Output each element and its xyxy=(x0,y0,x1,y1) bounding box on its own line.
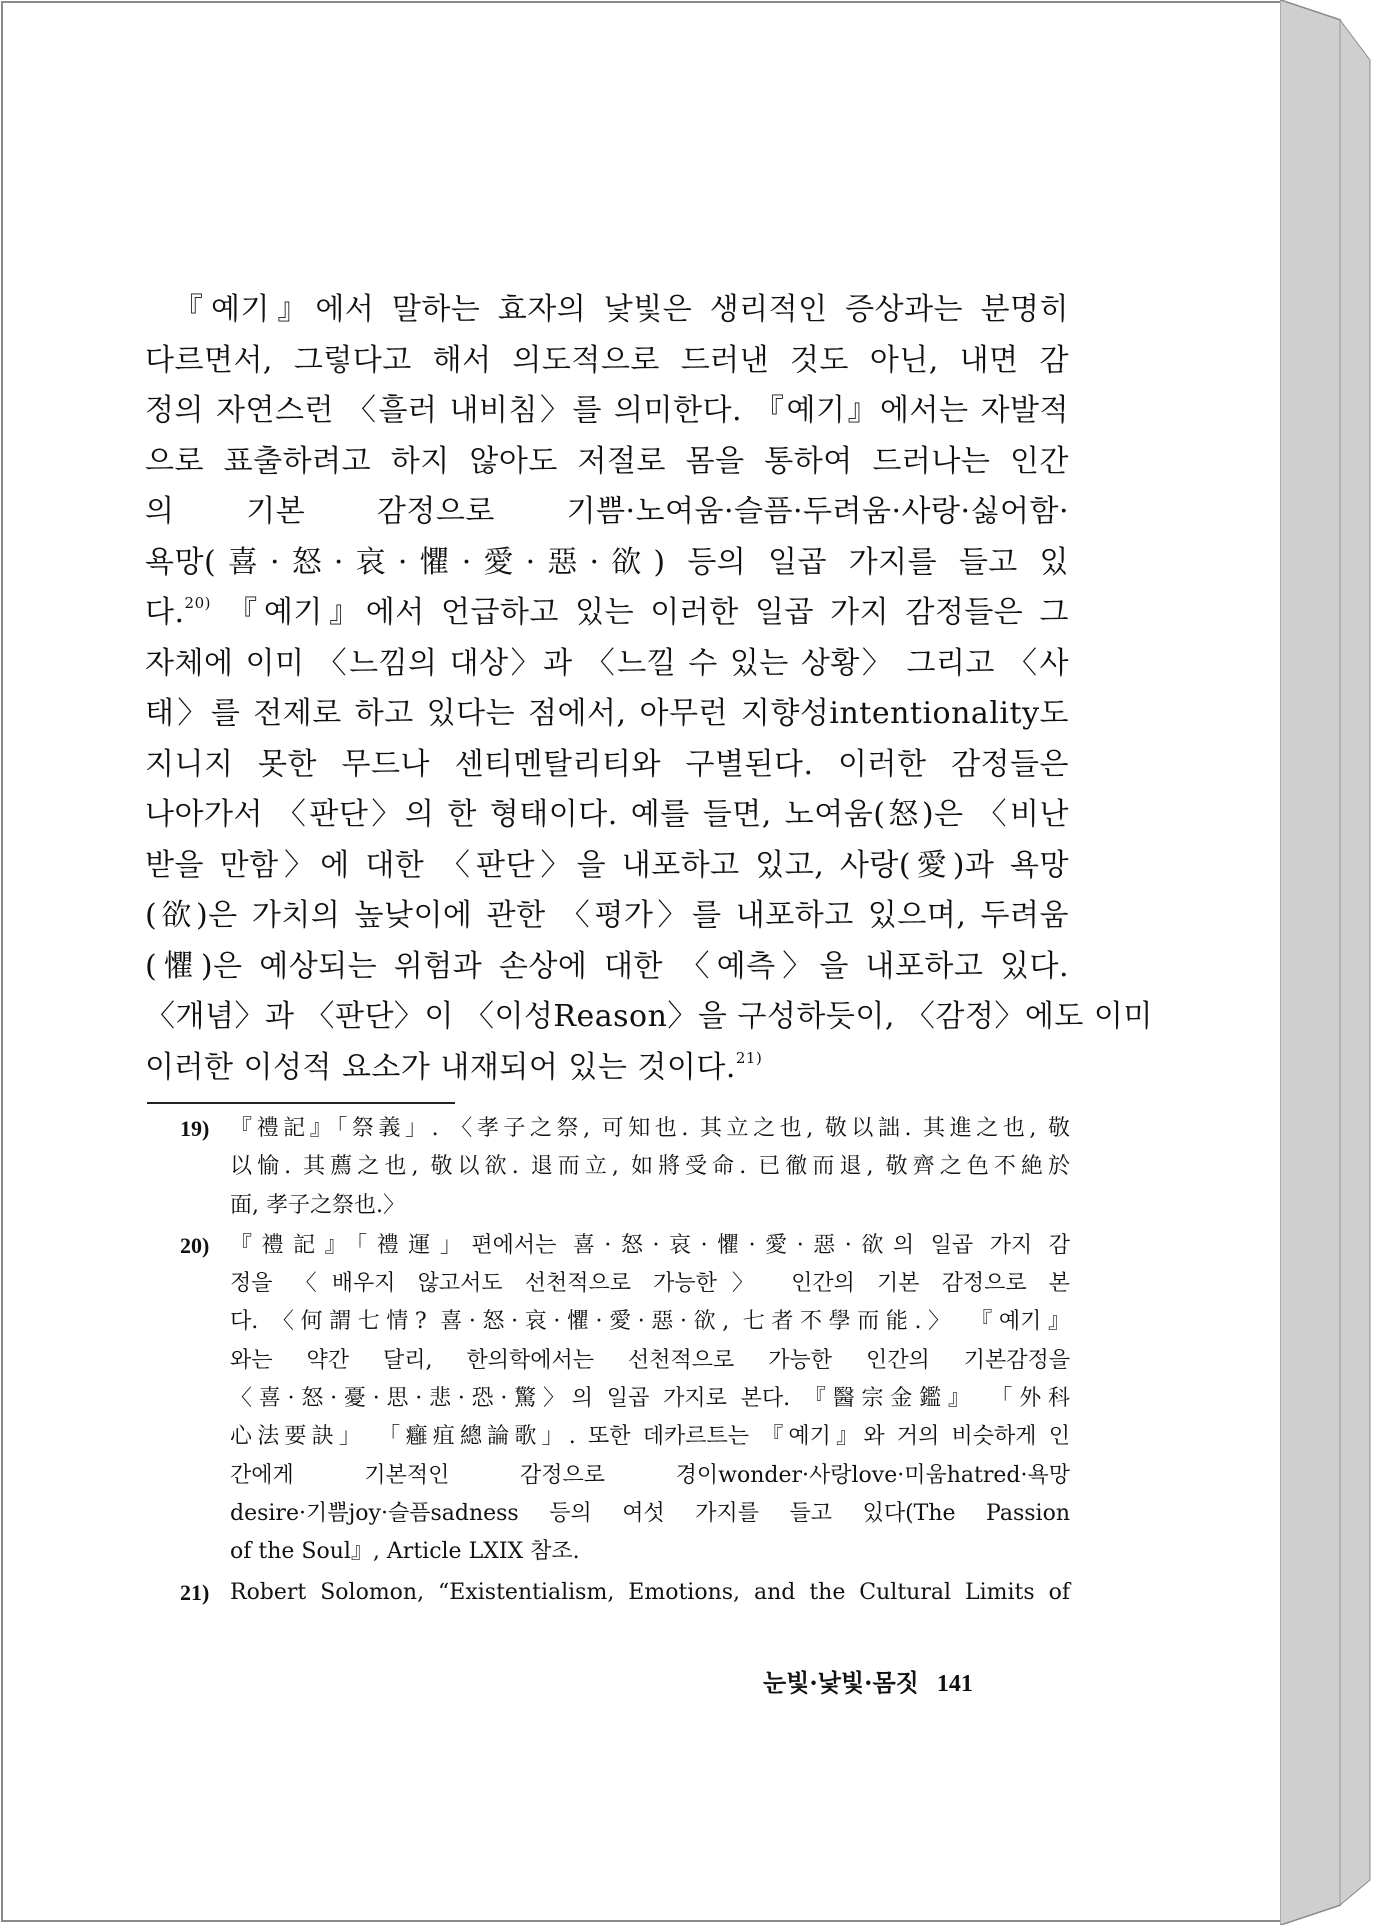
footnote-line: 정을 〈배우지 않고서도 선천적으로 가능한〉 인간의 기본 감정으로 본 xyxy=(230,1271,1070,1297)
body-line: (欲)은 가치의 높낮이에 관한 〈평가〉를 내포하고 있으며, 두려움 xyxy=(145,898,1069,933)
page-number: 141 xyxy=(936,1671,973,1697)
running-title: 눈빛·낯빛·몸짓 xyxy=(763,1668,919,1697)
footnote-19 xyxy=(180,1110,1070,1225)
body-line-with-ref xyxy=(145,588,1069,639)
body-line: (懼)은 예상되는 위험과 손상에 대한 〈예측〉을 내포하고 있다. xyxy=(145,948,1069,984)
footnote-line: 面, 孝子之祭也.〉 xyxy=(230,1192,405,1218)
body-line: 자체에 이미 〈느낌의 대상〉과 〈느낄 수 있는 상황〉 그리고 〈사 xyxy=(145,645,1069,681)
body-line: 받을 만함〉에 대한 〈판단〉을 내포하고 있고, 사랑(愛)과 욕망 xyxy=(145,847,1069,883)
footnote-line: 와는 약간 달리, 한의학에서는 선천적으로 가능한 인간의 기본감정을 xyxy=(230,1347,1070,1373)
body-line-text: 이러한 이성적 요소가 내재되어 있는 것이다. xyxy=(145,1049,736,1085)
body-line: 〈개념〉과 〈판단〉이 〈이성Reason〉을 구성하듯이, 〈감정〉에도 이미 xyxy=(145,999,1153,1034)
body-line: 다르면서, 그렇다고 해서 의도적으로 드러낸 것도 아닌, 내면 감 xyxy=(145,342,1069,378)
body-text xyxy=(145,285,1153,1093)
body-line: 욕망(喜·怒·哀·懼·愛·惡·欲) 등의 일곱 가지를 들고 있 xyxy=(145,544,1069,580)
footnote-divider xyxy=(147,1102,455,1104)
footnote-line: of the Soul』, Article LXIX 참조. xyxy=(230,1539,580,1565)
body-line: 의 기본 감정으로 기쁨·노여움·슬픔·두려움·사랑·싫어함· xyxy=(145,494,1069,529)
footnote-ref-20[interactable]: 20) xyxy=(184,594,211,612)
footnote-number: 20) xyxy=(180,1232,210,1258)
footnote-line: 다. 〈何謂七情? 喜·怒·哀·懼·愛·惡·欲, 七者不學而能.〉 『예기』 xyxy=(230,1309,1070,1335)
body-line: 『예기』에서 말하는 효자의 낯빛은 생리적인 증상과는 분명히 xyxy=(173,292,1069,327)
footnote-line: 以愉. 其薦之也, 敬以欲. 退而立, 如將受命. 已徹而退, 敬齊之色不絶於 xyxy=(230,1154,1070,1180)
body-line: 으로 표출하려고 하지 않아도 저절로 몸을 통하여 드러나는 인간 xyxy=(145,443,1069,479)
body-line-with-ref xyxy=(145,1043,1069,1094)
footnote-line: 『禮記』「禮運」편에서는 喜·怒·哀·懼·愛·惡·欲의 일곱 가지 감 xyxy=(230,1232,1070,1258)
body-line-start: 다. xyxy=(145,595,185,630)
footnote-number: 21) xyxy=(180,1579,210,1605)
page-footer xyxy=(763,1663,973,1698)
body-line-rest: 『예기』에서 언급하고 있는 이러한 일곱 가지 감정들은 그 xyxy=(227,595,1069,630)
body-line: 태〉를 전제로 하고 있다는 점에서, 아무런 지향성intentionality도 xyxy=(145,696,1069,731)
footnote-20 xyxy=(180,1227,1070,1572)
body-line: 지니지 못한 무드나 센티멘탈리티와 구별된다. 이러한 감정들은 xyxy=(145,746,1069,782)
footnote-number: 19) xyxy=(180,1116,210,1141)
footnote-line: 心法要訣」 「癰疽總論歌」. 또한 데카르트는 『예기』와 거의 비슷하게 인 xyxy=(230,1424,1070,1450)
footnote-line: 『禮記』「祭義」. 〈孝子之祭, 可知也. 其立之也, 敬以詘. 其進之也, 敬 xyxy=(230,1116,1070,1141)
book-edge xyxy=(1280,0,1375,1925)
footnote-line: desire·기쁨joy·슬픔sadness 등의 여섯 가지를 들고 있다(The Passion xyxy=(230,1500,1070,1526)
footnote-line: Robert Solomon, “Existentialism, Emotions, and the Cultural Limits of xyxy=(230,1579,1070,1605)
footnote-line: 〈喜·怒·憂·思·悲·恐·驚〉의 일곱 가지로 본다. 『醫宗金鑑』 「外科 xyxy=(230,1386,1070,1412)
body-line: 정의 자연스런 〈흘러 내비침〉를 의미한다. 『예기』에서는 자발적 xyxy=(145,393,1069,428)
body-line: 나아가서 〈판단〉의 한 형태이다. 예를 들면, 노여움(怒)은 〈비난 xyxy=(145,797,1069,832)
footnote-ref-21[interactable]: 21) xyxy=(735,1048,763,1067)
footnotes xyxy=(180,1110,1070,1614)
footnote-21 xyxy=(180,1574,1070,1612)
footnote-line: 간에게 기본적인 감정으로 경이wonder·사랑love·미움hatred·욕망 xyxy=(230,1462,1070,1488)
